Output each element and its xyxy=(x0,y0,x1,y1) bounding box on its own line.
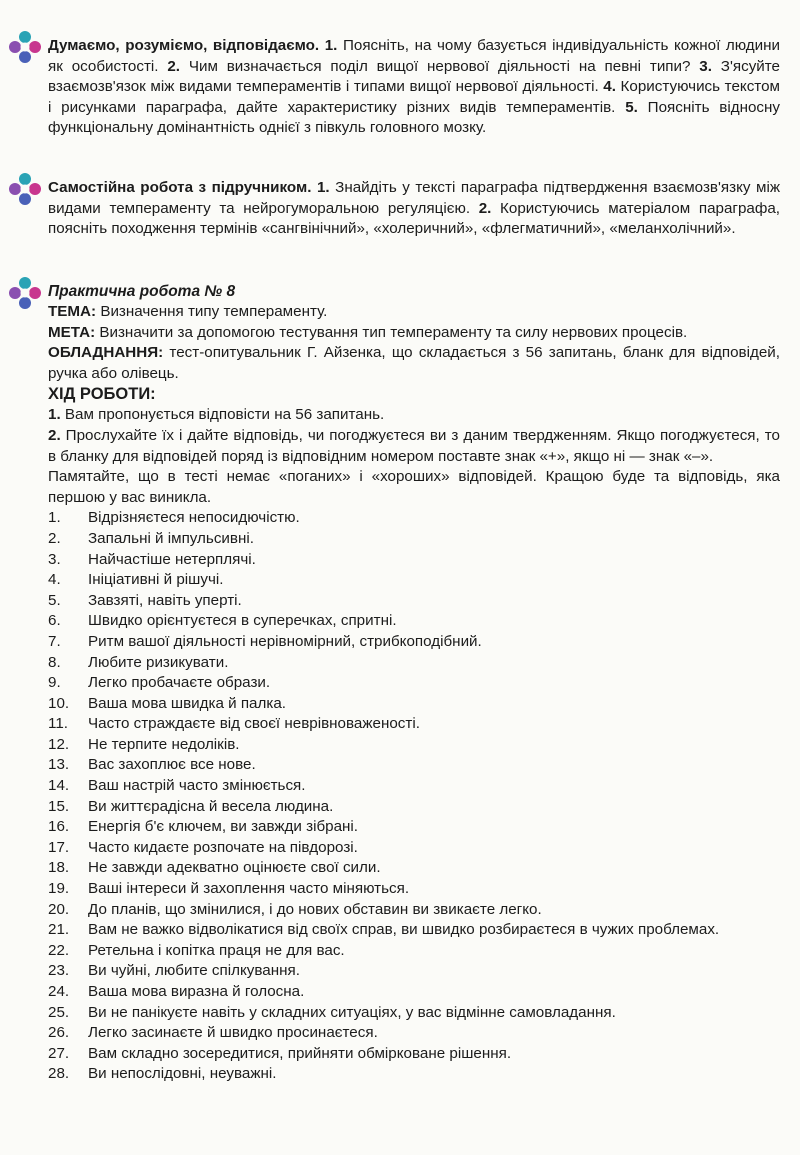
question-number: 25. xyxy=(48,1003,70,1021)
question-text: Ви непослідовні, неуважні. xyxy=(88,1065,277,1083)
question-text: Часто страждаєте від своєї неврівноваженості. xyxy=(88,715,420,733)
task-1-number: 1. xyxy=(316,179,330,196)
list-item xyxy=(48,838,780,859)
task-1-text: Знайдіть у тексті параграфа підтвердження взаємозв'язку між видами темпераменту та нейрогуморальною регуляцією. xyxy=(48,179,780,217)
list-item xyxy=(48,529,780,550)
practical-work-title: Практична робота № 8 xyxy=(48,283,236,300)
flower-section-icon xyxy=(8,30,42,64)
list-item xyxy=(48,755,780,776)
list-item xyxy=(48,900,780,921)
step-1-number: 1. xyxy=(48,406,61,424)
list-item xyxy=(48,611,780,632)
list-item xyxy=(48,550,780,571)
question-number: 15. xyxy=(48,797,70,815)
goal-line xyxy=(48,323,780,344)
question-number: 14. xyxy=(48,777,70,795)
list-item xyxy=(48,797,780,818)
list-item xyxy=(48,508,780,529)
question-text: Ваша мова виразна й голосна. xyxy=(88,983,305,1000)
question-number: 27. xyxy=(48,1044,70,1062)
task-2-text: Користуючись матеріалом параграфа, поясніть походження термінів «сангвінічний», «холеричний», «флегматичний», «меланхолічний». xyxy=(48,199,780,238)
question-text: Вас захоплює все нове. xyxy=(88,756,256,774)
section-think-understand-answer xyxy=(48,36,780,139)
question-text: Легко пробачаєте образи. xyxy=(88,674,271,692)
list-item xyxy=(48,653,780,674)
list-item xyxy=(48,570,780,591)
question-text: Ваш настрій часто змінюється. xyxy=(88,777,306,795)
list-item xyxy=(48,817,780,838)
question-number: 13. xyxy=(48,756,70,774)
list-item xyxy=(48,591,780,612)
question-text: Вам не важко відволікатися від своїх справ, ви швидко розбираєтеся в чужих проблемах. xyxy=(88,921,720,939)
list-item xyxy=(48,879,780,900)
question-text: Ретельна і копітка праця не для вас. xyxy=(88,941,345,959)
question-number: 6. xyxy=(48,612,61,630)
section-2-title: Самостійна робота з підручником. xyxy=(48,179,312,196)
question-4-number: 4. xyxy=(603,78,616,96)
question-number: 22. xyxy=(48,941,70,959)
question-number: 4. xyxy=(48,571,61,589)
question-text: Ініціативні й рішучі. xyxy=(88,571,224,589)
list-item xyxy=(48,1064,780,1085)
question-text: Ваша мова швидка й палка. xyxy=(88,694,287,712)
question-text: До планів, що змінилися, і до нових обставин ви звикаєте легко. xyxy=(88,900,542,918)
list-item xyxy=(48,920,780,941)
question-3-number: 3. xyxy=(699,57,712,75)
question-number: 7. xyxy=(48,632,61,650)
question-4-text: Користуючись текстом і рисунками параграфа, дайте характеристику різних видів темпераментів. xyxy=(48,78,780,116)
question-number: 19. xyxy=(48,880,70,898)
question-text: Найчастіше нетерплячі. xyxy=(88,550,256,568)
list-item xyxy=(48,858,780,879)
question-number: 28. xyxy=(48,1065,70,1083)
question-number: 26. xyxy=(48,1024,70,1042)
task-2-number: 2. xyxy=(478,199,492,217)
question-text: Запальні й імпульсивні. xyxy=(88,529,254,547)
list-item xyxy=(48,1044,780,1065)
question-text: Ваші інтереси й захоплення часто міняються. xyxy=(88,880,410,898)
question-number: 3. xyxy=(48,550,61,568)
question-number: 18. xyxy=(48,859,70,877)
question-2-number: 2. xyxy=(167,57,181,75)
procedure-heading: ХІД РОБОТИ: xyxy=(48,385,156,404)
question-number: 11. xyxy=(48,715,68,733)
question-2-text: Чим визначається поділ вищої нервової діяльності на певні типи? xyxy=(180,57,700,75)
question-text: Швидко орієнтуєтеся в суперечках, спритні. xyxy=(88,612,397,630)
step-2 xyxy=(48,426,780,467)
list-item xyxy=(48,694,780,715)
question-number: 21. xyxy=(48,921,70,939)
section-2-paragraph xyxy=(48,178,780,240)
question-text: Часто кидаєте розпочате на півдорозі. xyxy=(88,838,358,856)
question-number: 10. xyxy=(48,694,70,712)
question-text: Відрізняєтеся непосидючістю. xyxy=(88,509,300,527)
flower-section-icon xyxy=(8,276,42,310)
question-text: Енергія б'є ключем, ви завжди зібрані. xyxy=(88,818,359,836)
question-text: Любите ризикувати. xyxy=(88,653,229,671)
question-number: 8. xyxy=(48,653,61,671)
question-1-number: 1. xyxy=(324,37,338,54)
question-number: 16. xyxy=(48,818,70,836)
step-2-number: 2. xyxy=(48,426,61,444)
instructions-note: Памятайте, що в тесті немає «поганих» і «хороших» відповідей. Кращою буде та відповідь, яка першою у вас виникла. xyxy=(48,468,780,506)
list-item xyxy=(48,1003,780,1024)
step-1 xyxy=(48,405,780,426)
question-number: 17. xyxy=(48,838,70,856)
question-5-text: Поясніть відносну функціональну домінантність однієї з півкуль головного мозку. xyxy=(48,98,780,137)
goal-label: МЕТА: xyxy=(48,323,96,341)
list-item xyxy=(48,673,780,694)
question-number: 23. xyxy=(48,962,70,980)
question-text: Вам складно зосередитися, прийняти обмірковане рішення. xyxy=(88,1044,512,1062)
question-text: Ви не панікуєте навіть у складних ситуаціях, у вас відмінне самовладання. xyxy=(88,1003,616,1021)
question-text: Ритм вашої діяльності нерівномірний, стрибкоподібний. xyxy=(88,632,482,650)
section-1-paragraph xyxy=(48,36,780,139)
test-questions-list xyxy=(48,508,780,1085)
question-3-text: З'ясуйте взаємозв'язок між видами темпераментів і типами вищої нервової діяльності. xyxy=(48,57,781,96)
equipment-line xyxy=(48,343,780,384)
topic-line xyxy=(48,302,780,323)
topic-label: ТЕМА: xyxy=(48,303,97,320)
question-number: 1. xyxy=(48,509,61,527)
topic-text: Визначення типу темпераменту. xyxy=(96,303,328,320)
question-text: Легко засинаєте й швидко просинаєтеся. xyxy=(88,1024,378,1042)
question-text: Не терпите недоліків. xyxy=(88,735,240,753)
question-text: Ви життєрадісна й весела людина. xyxy=(88,797,334,815)
section-independent-work xyxy=(48,178,780,240)
question-number: 2. xyxy=(48,529,61,547)
question-text: Не завжди адекватно оцінюєте свої сили. xyxy=(88,859,381,877)
equipment-text: тест-опитувальник Г. Айзенка, що складається з 56 запитань, бланк для відповідей, ручка або олівець. xyxy=(48,344,780,382)
practical-work xyxy=(48,281,780,1085)
list-item xyxy=(48,776,780,797)
question-1-text: Поясніть, на чому базується індивідуальність кожної людини як особистості. xyxy=(48,37,780,75)
list-item xyxy=(48,961,780,982)
goal-text: Визначити за допомогою тестування тип темпераменту та силу нервових процесів. xyxy=(95,323,688,341)
list-item xyxy=(48,714,780,735)
question-text: Завзяті, навіть уперті. xyxy=(88,591,242,609)
list-item xyxy=(48,982,780,1003)
equipment-label: ОБЛАДНАННЯ: xyxy=(48,344,164,362)
list-item xyxy=(48,1023,780,1044)
section-1-title: Думаємо, розуміємо, відповідаємо. xyxy=(48,37,320,54)
question-5-number: 5. xyxy=(625,98,638,116)
question-number: 9. xyxy=(48,674,61,692)
step-2-text: Прослухайте їх і дайте відповідь, чи погоджуєтеся ви з даним твердженням. Якщо погоджуєтеся, то в бланку для відповідей поряд із відповідним номером поставте знак «+», якщо ні — знак «–». xyxy=(48,426,780,465)
question-number: 5. xyxy=(48,591,61,609)
step-1-text: Вам пропонується відповісти на 56 запитань. xyxy=(60,406,385,424)
list-item xyxy=(48,632,780,653)
flower-section-icon xyxy=(8,172,42,206)
question-number: 24. xyxy=(48,983,70,1000)
question-number: 20. xyxy=(48,900,70,918)
question-text: Ви чуйні, любите спілкування. xyxy=(88,962,300,980)
question-number: 12. xyxy=(48,735,70,753)
list-item xyxy=(48,735,780,756)
list-item xyxy=(48,941,780,962)
